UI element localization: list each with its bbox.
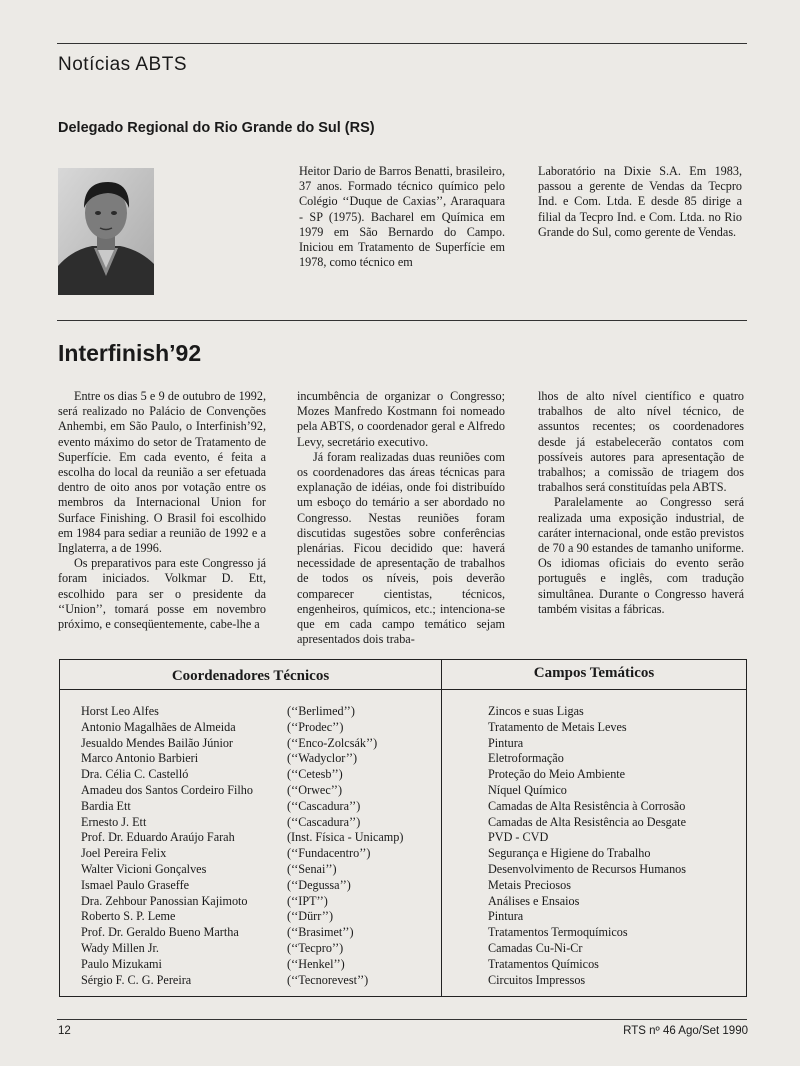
portrait-image [58, 168, 154, 295]
section-title: Notícias ABTS [58, 54, 187, 75]
article-col2 [297, 389, 505, 647]
thematic-field: Metais Preciosos [488, 877, 571, 892]
coordinator-org: (‘‘Tecpro’’) [287, 940, 344, 955]
header-topics: Campos Temáticos [533, 665, 655, 681]
article-paragraph: Os preparativos para este Congresso já foram iniciados. Volkmar D. Ett, escolhido para ser o presidente da ‘‘Union’’, tomará posse em novembro próximo, e conseqüentemente, cabe-lhe a [58, 556, 266, 632]
coordinator-names [81, 704, 253, 988]
coordinator-name: Joel Pereira Felix [81, 846, 167, 861]
coordinator-name: Amadeu dos Santos Cordeiro Filho [81, 782, 253, 797]
section-divider [57, 320, 747, 321]
issue-label: RTS nº 46 Ago/Set 1990 [623, 1025, 748, 1037]
thematic-field: PVD - CVD [488, 830, 549, 845]
thematic-field: Desenvolvimento de Recursos Humanos [488, 861, 687, 876]
coordinator-name: Dra. Zehbour Panossian Kajimoto [81, 893, 248, 908]
coordinator-name: Sérgio F. C. G. Pereira [81, 972, 192, 987]
thematic-field: Eletroformação [488, 751, 564, 766]
article-paragraph: incumbência de organizar o Congresso; Mozes Manfredo Kostmann foi nomeado pela ABTS, o coordenador geral e Alfredo Levy, secretário executivo. [297, 389, 505, 449]
coordinator-name: Marco Antonio Barbieri [81, 751, 199, 766]
thematic-field: Circuitos Impressos [488, 972, 586, 987]
coordinator-org: (‘‘Cetesb’’) [287, 767, 343, 782]
delegado-text-col1 [299, 164, 505, 270]
coordinator-name: Walter Vicioni Gonçalves [81, 861, 207, 876]
table-column-divider [441, 660, 442, 996]
page-number: 12 [58, 1025, 71, 1037]
thematic-field: Segurança e Higiene do Trabalho [488, 846, 651, 861]
thematic-field: Tratamentos Termoquímicos [488, 925, 628, 940]
coordinator-name: Wady Millen Jr. [81, 940, 159, 955]
coordinator-org: (‘‘Brasimet’’) [287, 925, 354, 940]
coordinator-name: Jesualdo Mendes Bailão Júnior [81, 735, 233, 750]
coordinator-name: Roberto S. P. Leme [81, 909, 176, 924]
thematic-fields [488, 704, 686, 988]
coordinator-org: (‘‘Cascadura’’) [287, 814, 361, 829]
coordinator-org: (Inst. Física - Unicamp) [287, 830, 404, 845]
coordinator-name: Horst Leo Alfes [81, 704, 159, 718]
coordinator-org: (‘‘Enco-Zolcsák’’) [287, 735, 378, 750]
thematic-field: Zincos e suas Ligas [488, 704, 584, 718]
delegado-bio-part1: Heitor Dario de Barros Benatti, brasileiro, 37 anos. Formado técnico químico pelo Colégio ‘‘Duque de Caxias’’, Araraquara - SP (1975). Bacharel em Química em 1979 em São Bernardo do Campo. Iniciou em Tratamento de Superfície em 1978, como técnico em [299, 164, 505, 270]
coordinator-name: Dra. Célia C. Castelló [81, 767, 189, 782]
top-rule [57, 43, 747, 44]
thematic-field: Análises e Ensaios [488, 893, 580, 908]
coordinator-org: (‘‘IPT’’) [287, 893, 328, 908]
thematic-field: Pintura [488, 735, 524, 750]
footer-rule [57, 1019, 747, 1020]
article-paragraph: Entre os dias 5 e 9 de outubro de 1992, será realizado no Palácio de Convenções Anhembi, em São Paulo, o Interfinish’92, evento máximo do setor de Tratamento de Superfície. Em cada evento, é feita a escolha do local da reunião a ser efetuada dentro de oito anos por votação entre os membros da Internacional Union for Surface Finishing. O Brasil foi escolhido em 1984 para sediar a reunião de 1992 e a Inglaterra, a de 1996. [58, 389, 266, 556]
article-paragraph: lhos de alto nível científico e quatro trabalhos de alto nível técnico, de assuntos recentes; os coordenadores desde já estabelecerão contatos com possíveis autores para apresentação de trabalhos; a comissão de triagem dos trabalhos será constituídas pela ABTS. [538, 389, 744, 495]
coordinator-name: Prof. Dr. Eduardo Araújo Farah [81, 830, 235, 845]
thematic-field: Proteção do Meio Ambiente [488, 767, 626, 782]
article-col1 [58, 389, 266, 632]
thematic-field: Tratamento de Metais Leves [488, 719, 627, 734]
thematic-field: Níquel Químico [488, 782, 567, 797]
coordinator-org: (‘‘Orwec’’) [287, 782, 343, 797]
coordinator-orgs [287, 704, 403, 988]
coordinator-org: (‘‘Cascadura’’) [287, 798, 361, 813]
delegado-bio-part2: Laboratório na Dixie S.A. Em 1983, passou a gerente de Vendas da Tecpro Ind. e Com. Ltda. E desde 85 dirige a filial da Tecpro Ind. e Com. Ltda. no Rio Grande do Sul, como gerente de Vendas. [538, 164, 742, 239]
thematic-field: Camadas de Alta Resistência ao Desgate [488, 814, 686, 829]
delegado-heading: Delegado Regional do Rio Grande do Sul (RS) [58, 120, 375, 136]
coordinator-org: (‘‘Tecnorevest’’) [287, 972, 369, 987]
coordinator-org: (‘‘Prodec’’) [287, 719, 344, 734]
table-header-rule [60, 689, 746, 690]
coordinator-org: (‘‘Senai’’) [287, 861, 337, 876]
article-paragraph: Paralelamente ao Congresso será realizada uma exposição industrial, de caráter internacional, onde estão previstos de 70 a 90 estandes de tamanho uniforme. Os idiomas oficiais do evento serão português e inglês, com tradução simultânea. Durante o Congresso haverá também visitas a fábricas. [538, 495, 744, 616]
coordinator-org: (‘‘Degussa’’) [287, 877, 351, 892]
article-col3 [538, 389, 744, 617]
article-paragraph: Já foram realizadas duas reuniões com os coordenadores das áreas técnicas para explanação de idéias, onde foi distribuído um esboço do temário a ser abordado no Congresso. Nestas reuniões foram discutidas sugestões sobre conferências plenárias. Ficou decidido que: haverá necessidade de apresentação de trabalhos de todos os níveis, pois deverão comparecer cientistas, técnicos, engenheiros, químicos, etc.; intenciona-se que em cada campo temático sejam apresentados dois traba- [297, 449, 505, 647]
coordinator-org: (‘‘Dürr’’) [287, 909, 334, 924]
thematic-field: Pintura [488, 909, 524, 924]
coordinator-name: Ernesto J. Ett [81, 814, 147, 829]
coordinators-table [59, 659, 747, 997]
coordinator-name: Paulo Mizukami [81, 956, 162, 971]
article-title: Interfinish’92 [58, 340, 202, 366]
coordinator-org: (‘‘Fundacentro’’) [287, 846, 371, 861]
coordinator-org: (‘‘Berlimed’’) [287, 704, 355, 718]
portrait-photo [58, 168, 154, 295]
coordinator-name: Antonio Magalhães de Almeida [81, 719, 236, 734]
header-coordinators: Coordenadores Técnicos [171, 668, 330, 684]
coordinator-name: Prof. Dr. Geraldo Bueno Martha [81, 925, 239, 940]
coordinator-name: Bardia Ett [81, 798, 131, 813]
coordinator-org: (‘‘Wadyclor’’) [287, 751, 358, 766]
coordinator-org: (‘‘Henkel’’) [287, 956, 345, 971]
delegado-text-col2 [538, 164, 742, 240]
thematic-field: Camadas Cu-Ni-Cr [488, 940, 583, 955]
coordinator-name: Ismael Paulo Graseffe [81, 877, 190, 892]
thematic-field: Camadas de Alta Resistência à Corrosão [488, 798, 686, 813]
thematic-field: Tratamentos Químicos [488, 956, 599, 971]
